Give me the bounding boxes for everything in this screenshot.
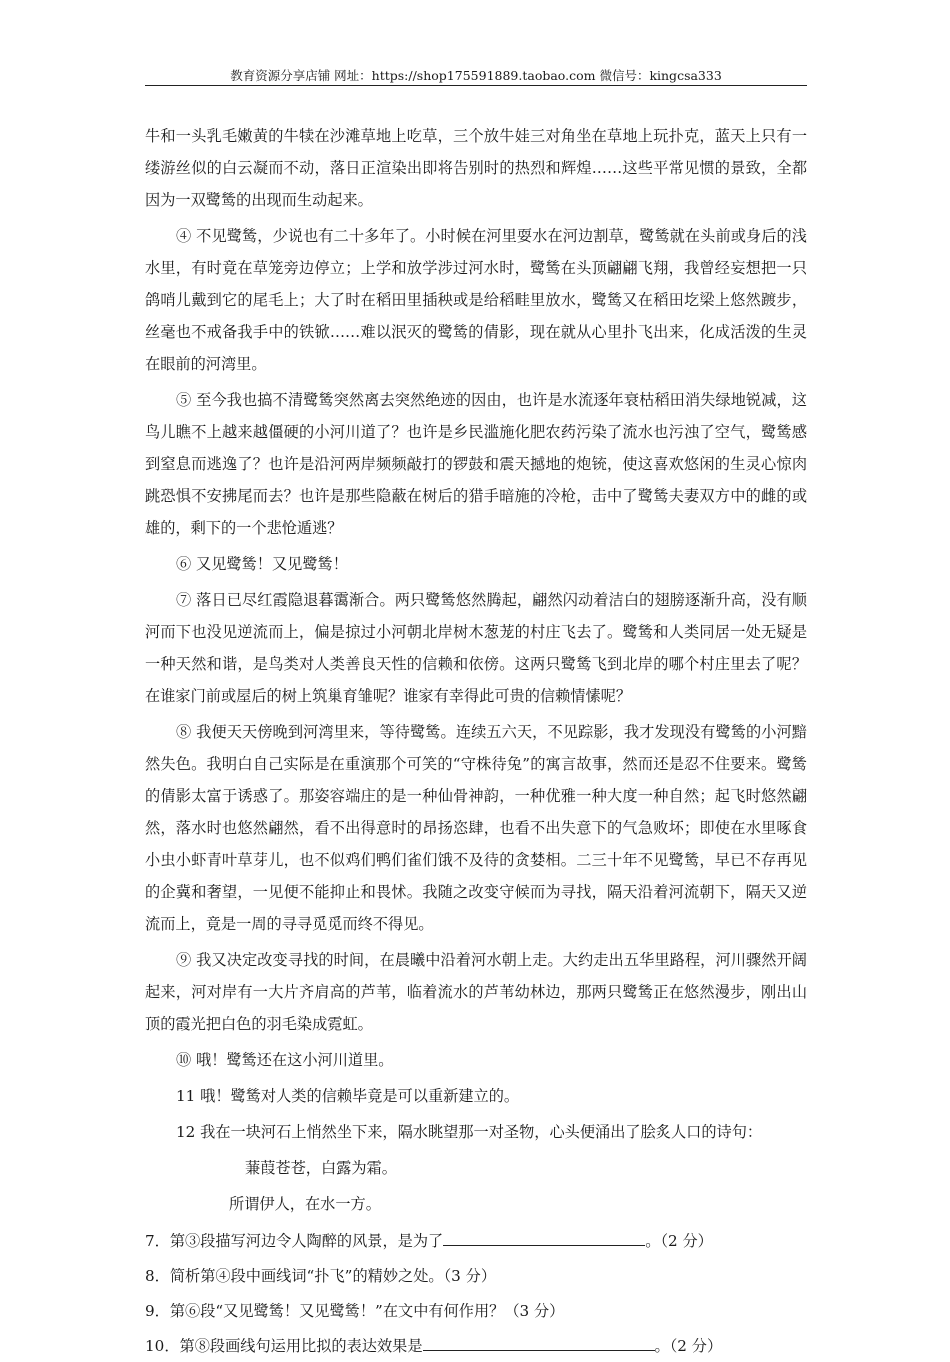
- question-9: 9．第⑥段“又见鹭鸶！又见鹭鸶！”在文中有何作用？（3 分）: [145, 1302, 565, 1320]
- question-8: 8．简析第④段中画线词“扑飞”的精妙之处。（3 分）: [145, 1267, 497, 1285]
- poem-quote: [145, 1150, 807, 1222]
- poem-line-2: 所谓伊人，在水一方。: [229, 1195, 381, 1213]
- question-7: [145, 1225, 807, 1257]
- paragraph-12: 12 我在一块河石上悄然坐下来，隔水眺望那一对圣物，心头便涌出了脍炙人口的诗句：: [176, 1123, 763, 1141]
- question-7-score: 。（2 分）: [645, 1232, 713, 1250]
- question-10: [145, 1330, 807, 1362]
- poem-line-1: 蒹葭苍苍，白露为霜。: [245, 1159, 397, 1177]
- paragraph-3-continued: 牛和一头乳毛嫩黄的牛犊在沙滩草地上吃草，三个放牛娃三对角坐在草地上玩扑克，蓝天上只有一缕游丝似的白云凝而不动，落日正渲染出即将告别时的热烈和辉煌……这些平常见惯的景致，全都因为一双鹭鸶的出现而生动起来。: [145, 127, 807, 209]
- paragraph-6: ⑥ 又见鹭鸶！又见鹭鸶！: [176, 555, 348, 573]
- paragraph-8: ⑧ 我便天天傍晚到河湾里来，等待鹭鸶。连续五六天，不见踪影，我才发现没有鹭鸶的小河黯然失色。我明白自己实际是在重演那个可笑的“守株待兔”的寓言故事，然而还是忍不住要来。鹭鸶的倩影太富于诱惑了。那姿容端庄的是一种仙骨神韵，一种优雅一种大度一种自然；起飞时悠然翩然，落水时也悠然翩然，看不出得意时的昂扬恣肆，也看不出失意下的气急败坏；即使在水里啄食小虫小虾青叶草芽儿，也不似鸡们鸭们雀们饿不及待的贪婪相。二三十年不见鹭鸶，早已不存再见的企冀和奢望，一见便不能抑止和畏怵。我随之改变守候而为寻找，隔天沿着河流朝下，隔天又逆流而上，竟是一周的寻寻觅觅而终不得见。: [145, 723, 807, 933]
- answer-blank-10[interactable]: [423, 1332, 655, 1351]
- question-7-text: 7．第③段描写河边令人陶醉的风景，是为了: [145, 1232, 444, 1250]
- question-10-score: 。（2 分）: [654, 1337, 723, 1355]
- paragraph-9: ⑨ 我又决定改变寻找的时间，在晨曦中沿着河水朝上走。大约走出五华里路程，河川骤然开阔起来，河对岸有一大片齐肩高的芦苇，临着流水的芦苇幼林边，那两只鹭鸶正在悠然漫步，刚出山顶的霞光把白色的羽毛染成霓虹。: [145, 951, 807, 1033]
- paragraph-11: 11 哦！鹭鸶对人类的信赖毕竟是可以重新建立的。: [176, 1087, 520, 1105]
- question-10-text: 10．第⑧段画线句运用比拟的表达效果是: [145, 1337, 423, 1355]
- header-divider: [145, 85, 807, 86]
- paragraph-10: ⑩ 哦！鹭鸶还在这小河川道里。: [176, 1051, 394, 1069]
- paragraph-5: ⑤ 至今我也搞不清鹭鸶突然离去突然绝迹的因由，也许是水流逐年衰枯稻田消失绿地锐减，这鸟儿瞧不上越来越僵硬的小河川道了？也许是乡民滥施化肥农药污染了流水也污浊了空气，鹭鸶感到窒息而逃逸了？也许是沿河两岸频频敲打的锣鼓和震天撼地的炮铳，使这喜欢悠闲的生灵心惊肉跳恐惧不安拂尾而去？也许是那些隐蔽在树后的猎手暗施的冷枪，击中了鹭鸶夫妻双方中的雌的或雄的，剩下的一个悲怆遁逃？: [145, 391, 807, 537]
- answer-blank-7[interactable]: [443, 1227, 645, 1246]
- page-header: 教育资源分享店铺 网址：https://shop175591889.taobao.com 微信号：kingcsa333: [230, 68, 722, 83]
- paragraph-7: ⑦ 落日已尽红霞隐退暮霭渐合。两只鹭鸶悠然腾起，翩然闪动着洁白的翅膀逐渐升高，没有顺河而下也没见逆流而上，偏是掠过小河朝北岸树木葱茏的村庄飞去了。鹭鸶和人类同居一处无疑是一种天然和谐，是鸟类对人类善良天性的信赖和依傍。这两只鹭鸶飞到北岸的哪个村庄里去了呢？在谁家门前或屋后的树上筑巢育雏呢？谁家有幸得此可贵的信赖情愫呢？: [145, 591, 807, 705]
- paragraph-4: ④ 不见鹭鸶，少说也有二十多年了。小时候在河里耍水在河边割草，鹭鸶就在头前或身后的浅水里，有时竟在草笼旁边停立；上学和放学涉过河水时，鹭鸶在头顶翩翩飞翔，我曾经妄想把一只鸽哨儿戴到它的尾毛上；大了时在稻田里插秧或是给稻畦里放水，鹭鸶又在稻田圪梁上悠然踱步，丝毫也不戒备我手中的铁锨……难以泯灭的鹭鸶的倩影，现在就从心里扑飞出来，化成活泼的生灵在眼前的河湾里。: [145, 227, 807, 373]
- document-body: [145, 120, 807, 1362]
